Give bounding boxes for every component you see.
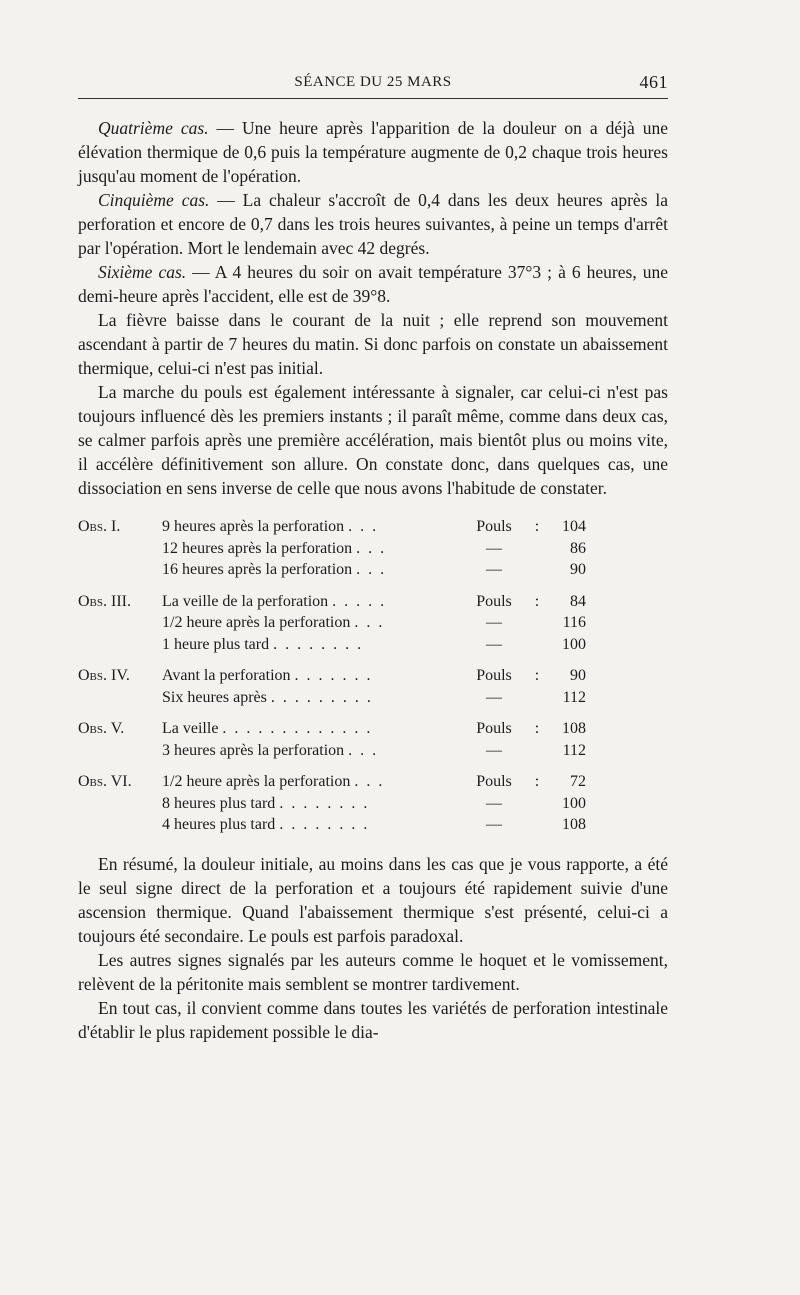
colon bbox=[528, 538, 546, 560]
colon bbox=[528, 793, 546, 815]
observation-row bbox=[78, 516, 668, 538]
colon bbox=[528, 687, 546, 709]
paragraph-autres-signes: Les autres signes signalés par les auteurs comme le hoquet et le vomissement, relèvent de la péritonite mais semblent se montrer tardivement. bbox=[78, 949, 668, 994]
observation-text bbox=[162, 612, 460, 634]
leader-dots: . . . bbox=[356, 539, 387, 557]
body-text bbox=[78, 116, 668, 1044]
colon bbox=[528, 559, 546, 581]
observation-label-empty bbox=[78, 634, 162, 656]
observation-text-value: 3 heures après la perforation bbox=[162, 741, 345, 759]
paragraph-pulse: La marche du pouls est également intéressante à signaler, car celui-ci n'est pas toujours influencé dès les premiers instants ; il paraît même, comme dans deux cas, se calmer parfois après une première accélération, mais bientôt plus ou moins vite, il accélère définitivement son allure. On constate donc, dans quelques cas, une dissociation en sens inverse de celle que nous avons l'habitude de constater. bbox=[78, 382, 668, 498]
colon: : bbox=[534, 773, 540, 790]
observation-text bbox=[162, 538, 460, 560]
observation-row bbox=[78, 740, 668, 762]
observation-row bbox=[78, 771, 668, 793]
pulse-value: 108 bbox=[562, 720, 586, 737]
observation-label: Obs. VI. bbox=[78, 773, 132, 790]
pouls-label: — bbox=[486, 741, 502, 759]
colon: : bbox=[534, 518, 540, 535]
paragraph-fever: La fièvre baisse dans le courant de la nuit ; elle reprend son mouvement ascendant à partir de 7 heures du matin. Si donc parfois on constate un abaissement thermique, celui-ci n'est pas initial. bbox=[78, 310, 668, 378]
case-4-text: — Une heure après l'apparition de la douleur on a déjà une élévation thermique de 0,6 puis la température augmente de 0,2 chaque trois heures jusqu'au moment de l'opération. bbox=[78, 118, 668, 186]
observation-text-value: 9 heures après la perforation bbox=[162, 518, 345, 535]
observation-group bbox=[78, 771, 668, 836]
observation-text bbox=[162, 591, 460, 613]
observation-text bbox=[162, 665, 460, 687]
observation-text-value: 16 heures après la perforation bbox=[162, 561, 353, 578]
colon bbox=[528, 740, 546, 762]
observation-label: Obs. V. bbox=[78, 720, 125, 737]
paragraph-final: En tout cas, il convient comme dans toutes les variétés de perforation intestinale d'établir le plus rapidement possible le dia- bbox=[78, 997, 668, 1042]
observation-row bbox=[78, 634, 668, 656]
pouls-label: — bbox=[486, 539, 502, 557]
observation-text-value: 12 heures après la perforation bbox=[162, 539, 353, 557]
header-title: SÉANCE DU 25 MARS bbox=[294, 74, 452, 90]
observations-table bbox=[78, 516, 668, 836]
observation-label-empty bbox=[78, 814, 162, 836]
pouls-label: Pouls bbox=[476, 518, 512, 535]
pouls-label: — bbox=[486, 794, 502, 812]
observation-group bbox=[78, 718, 668, 761]
observation-text bbox=[162, 516, 460, 538]
pulse-value: 90 bbox=[570, 667, 586, 684]
pulse-value: 86 bbox=[570, 539, 586, 557]
observation-label: Obs. IV. bbox=[78, 667, 130, 684]
observation-text bbox=[162, 634, 460, 656]
pouls-label: Pouls bbox=[476, 773, 512, 790]
colon bbox=[528, 634, 546, 656]
running-header bbox=[78, 72, 668, 99]
pouls-label: — bbox=[486, 816, 502, 833]
observation-text-value: Six heures après bbox=[162, 688, 267, 706]
leader-dots: . . . bbox=[356, 561, 387, 578]
case-4-label: Quatrième cas. bbox=[98, 118, 209, 138]
page-number: 461 bbox=[639, 72, 668, 92]
observation-label: Obs. III. bbox=[78, 592, 131, 610]
pouls-label: Pouls bbox=[476, 667, 512, 684]
pouls-label: Pouls bbox=[476, 720, 512, 737]
observation-group bbox=[78, 665, 668, 708]
pulse-value: 72 bbox=[570, 773, 586, 790]
leader-dots: . . . bbox=[348, 741, 379, 759]
paragraph-case-5 bbox=[78, 188, 668, 260]
page bbox=[78, 72, 668, 1044]
observation-text bbox=[162, 718, 460, 740]
pulse-value: 90 bbox=[570, 561, 586, 578]
observation-text bbox=[162, 793, 460, 815]
observation-row bbox=[78, 612, 668, 634]
pulse-value: 84 bbox=[570, 592, 586, 610]
pulse-value: 100 bbox=[562, 635, 586, 653]
leader-dots: . . . . . bbox=[332, 592, 387, 610]
case-5-text: — La chaleur s'accroît de 0,4 dans les deux heures après la perforation et encore de 0,7 dans les trois heures suivantes, à peine un temps d'arrêt par l'opération. Mort le lendemain avec 42 degrés. bbox=[78, 190, 669, 258]
leader-dots: . . . . . . . . bbox=[279, 794, 370, 812]
observation-row bbox=[78, 687, 668, 709]
observation-text bbox=[162, 687, 460, 709]
observation-row bbox=[78, 793, 668, 815]
observation-text-value: La veille de la perforation bbox=[162, 592, 329, 610]
pulse-value: 112 bbox=[562, 688, 586, 706]
observation-label-empty bbox=[78, 538, 162, 560]
observation-label-empty bbox=[78, 559, 162, 581]
case-6-label: Sixième cas. bbox=[98, 262, 187, 282]
leader-dots: . . . . . . . . . bbox=[270, 688, 373, 706]
case-5-label: Cinquième cas. bbox=[98, 190, 210, 210]
observation-text-value: La veille bbox=[162, 720, 219, 737]
observation-row bbox=[78, 718, 668, 740]
conclusion-section bbox=[78, 852, 668, 1044]
observation-group bbox=[78, 516, 668, 581]
leader-dots: . . . bbox=[348, 518, 379, 535]
case-6-text: — A 4 heures du soir on avait température 37°3 ; à 6 heures, une demi-heure après l'accident, elle est de 39°8. bbox=[78, 262, 668, 306]
observation-row bbox=[78, 814, 668, 836]
pulse-value: 100 bbox=[562, 794, 586, 812]
pouls-label: — bbox=[486, 561, 502, 578]
observation-label: Obs. I. bbox=[78, 518, 121, 535]
observation-text bbox=[162, 740, 460, 762]
observation-group bbox=[78, 591, 668, 656]
observation-row bbox=[78, 591, 668, 613]
paragraph-case-6 bbox=[78, 260, 668, 308]
pouls-label: Pouls bbox=[476, 592, 512, 610]
pulse-value: 112 bbox=[562, 741, 586, 759]
pulse-value: 104 bbox=[562, 518, 586, 535]
paragraph-resume: En résumé, la douleur initiale, au moins dans les cas que je vous rapporte, a été le seul signe direct de la perforation et a toujours été rapidement suivie d'une ascension thermique. Quand l'abaissement thermique s'est présenté, celui-ci a toujours été secondaire. Le pouls est parfois paradoxal. bbox=[78, 853, 668, 946]
observation-text-value: 1 heure plus tard bbox=[162, 635, 270, 653]
observation-text-value: 8 heures plus tard bbox=[162, 794, 276, 812]
observation-text-value: 1/2 heure après la perforation bbox=[162, 614, 351, 631]
pulse-value: 108 bbox=[562, 816, 586, 833]
leader-dots: . . . . . . . . bbox=[279, 816, 370, 833]
pouls-label: — bbox=[486, 688, 502, 706]
colon bbox=[528, 814, 546, 836]
leader-dots: . . . bbox=[354, 773, 385, 790]
observation-text bbox=[162, 771, 460, 793]
pouls-label: — bbox=[486, 614, 502, 631]
colon: : bbox=[534, 667, 540, 684]
observation-text-value: Avant la perforation bbox=[162, 667, 291, 684]
observation-row bbox=[78, 538, 668, 560]
colon bbox=[528, 612, 546, 634]
leader-dots: . . . . . . . bbox=[294, 667, 373, 684]
observation-text-value: 1/2 heure après la perforation bbox=[162, 773, 351, 790]
observation-row bbox=[78, 559, 668, 581]
pouls-label: — bbox=[486, 635, 502, 653]
observation-row bbox=[78, 665, 668, 687]
observation-label-empty bbox=[78, 740, 162, 762]
paragraph-case-4 bbox=[78, 116, 668, 188]
leader-dots: . . . bbox=[354, 614, 385, 631]
leader-dots: . . . . . . . . bbox=[273, 635, 364, 653]
colon: : bbox=[534, 592, 540, 610]
observation-label-empty bbox=[78, 612, 162, 634]
leader-dots: . . . . . . . . . . . . . bbox=[222, 720, 373, 737]
pulse-value: 116 bbox=[562, 614, 586, 631]
observation-text bbox=[162, 559, 460, 581]
observation-text bbox=[162, 814, 460, 836]
observation-text-value: 4 heures plus tard bbox=[162, 816, 276, 833]
observation-label-empty bbox=[78, 687, 162, 709]
observation-label-empty bbox=[78, 793, 162, 815]
colon: : bbox=[534, 720, 540, 737]
